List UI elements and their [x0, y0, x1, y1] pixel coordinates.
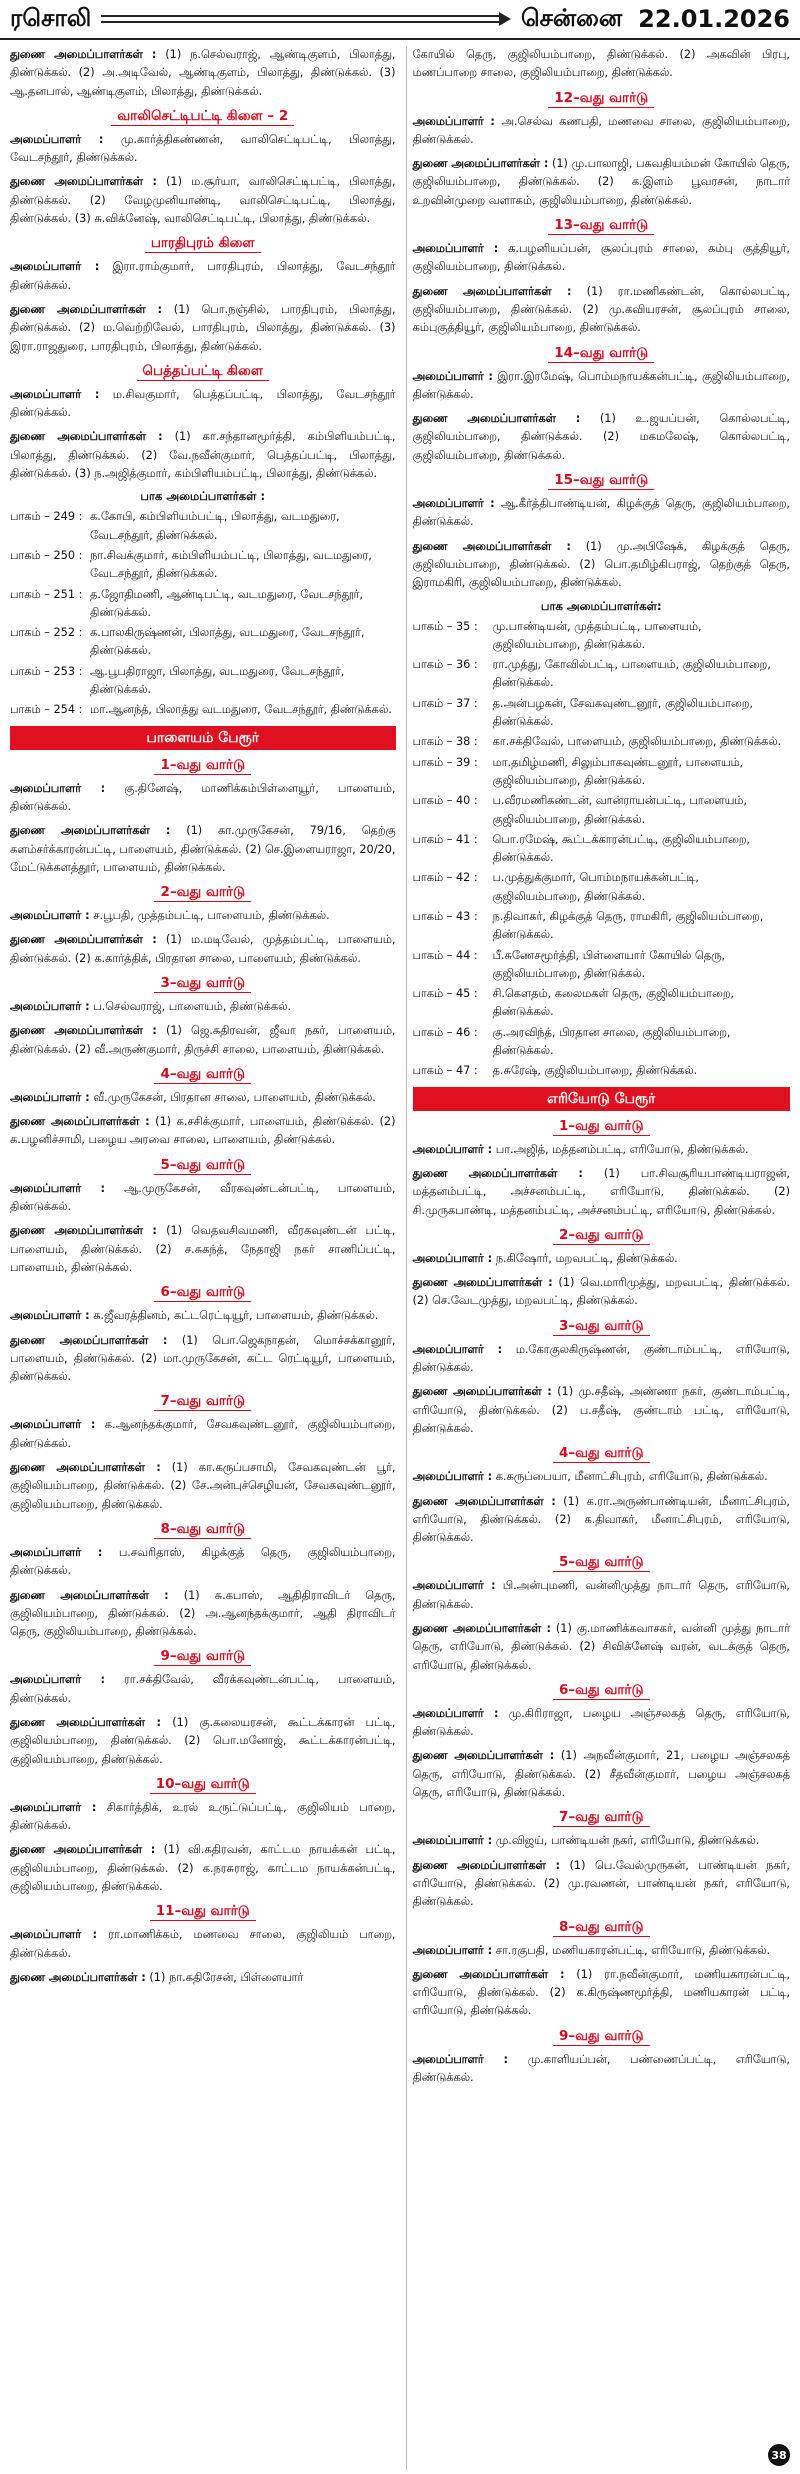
entry-paragraph: [10, 780, 396, 817]
entry-text: (1) வெ.மாரிமுத்து, மறவபட்டி, திண்டுக்கல். (2) செ.வேடமுத்து, மறவபட்டி, திண்டுக்கல்.: [412, 1276, 790, 1308]
role-label: துணை அமைப்பாளர்கள் :: [412, 539, 571, 553]
section-heading-text: 9–வது வார்டு: [553, 2027, 650, 2046]
section-heading: [10, 234, 396, 253]
entry-paragraph: [10, 46, 396, 101]
entry-paragraph: [10, 1416, 396, 1453]
role-label: துணை அமைப்பாளர்கள் :: [10, 1843, 156, 1857]
section-heading: [10, 1392, 396, 1411]
role-label: துணை அமைப்பாளர்கள் :: [10, 824, 171, 838]
role-label: துணை அமைப்பாளர்கள் :: [412, 1385, 552, 1399]
entry-text: (1) கு.கலையரசன், கூட்டக்காரன் பட்டி, குஜிலியம்பாறை, திண்டுக்கல். (2) பொ.மனோஜ், கூட்டக்காரன்பட்டி, குஜிலியம்பாறை, திண்டுக்கல்.: [10, 1716, 396, 1766]
entry-paragraph: [413, 155, 791, 210]
section-heading: [413, 216, 791, 235]
booth-number: பாகம் – 42 :: [412, 871, 478, 885]
role-label: துணை அமைப்பாளர்கள் :: [412, 1494, 556, 1508]
entry-text: கோயில் தெரு, குஜிலியம்பாறை, திண்டுக்கல். (2) அகவின் பிரபு, மணப்பாறை சாலை, குஜிலியம்பாறை, திண்டுக்கல்.: [412, 48, 790, 80]
entry-text: (1) வெதவசிவமணி, வீரகவுண்டன் பட்டி, பாளையம், திண்டுக்கல். (2) ச.சுகந்த், நேதாஜி நகர் சாணிப்பட்டி, பாளையம், திண்டுக்கல்.: [10, 1224, 396, 1274]
role-label: துணை அமைப்பாளர்கள் :: [10, 1115, 150, 1129]
entry-paragraph: [413, 495, 791, 532]
article-columns: [0, 40, 800, 2470]
booth-organizer: ரா.முத்து, கோவில்பட்டி, பாளையம், குஜிலியம்பாறை, திண்டுக்கல்.: [492, 658, 771, 690]
booth-row: [413, 908, 791, 945]
entry-paragraph: [10, 1089, 396, 1107]
booth-row: [413, 947, 791, 984]
role-label: அமைப்பாளர் :: [10, 781, 106, 795]
entry-paragraph: [10, 1969, 396, 1987]
entry-text: வீ.முருகேசன், பிரதான சாலை, பாளையம், திண்டுக்கல்.: [89, 1090, 376, 1104]
entry-paragraph: [10, 998, 396, 1016]
booth-organizer: மா.தமிழ்மணி, சிலும்பாகவுண்டனூர், பாளையம், குஜிலியம்பாறை, திண்டுக்கல்.: [492, 755, 744, 787]
entry-paragraph: [413, 1165, 791, 1220]
section-heading-text: வாலிசெட்டிபட்டி கிளை – 2: [111, 107, 294, 126]
booth-organizer: மா.ஆனந்த், பிலாத்து வடமதுரை, வேடசந்தூர், திண்டுக்கல்.: [90, 703, 392, 717]
entry-paragraph: [413, 1250, 791, 1268]
booth-number: பாகம் – 254 :: [10, 703, 83, 717]
entry-text: கு.தினேஷ், மாணிக்கம்பிள்ளையூர், பாளையம், திண்டுக்கல்.: [10, 781, 396, 813]
role-label: துணை அமைப்பாளர்கள் :: [412, 1276, 553, 1290]
entry-paragraph: [10, 428, 396, 483]
booth-row: [413, 754, 791, 791]
entry-paragraph: [10, 1926, 396, 1963]
section-heading: [413, 1553, 791, 1572]
role-label: துணை அமைப்பாளர்கள் :: [10, 430, 163, 444]
role-label: துணை அமைப்பாளர்கள் :: [412, 157, 549, 171]
section-heading-text: 9–வது வார்டு: [154, 1647, 251, 1666]
role-label: அமைப்பாளர் :: [412, 114, 495, 128]
entry-text: ரா.சக்திவேல், வீரக்கவுண்டன்பட்டி, பாளையம், திண்டுக்கல்.: [10, 1673, 396, 1705]
booth-organizer: மு.பாண்டியன், முத்தம்பட்டி, பாளையம், குஜிலியம்பாறை, திண்டுக்கல்.: [492, 619, 702, 651]
section-heading-text: 5–வது வார்டு: [553, 1553, 650, 1572]
booth-number: பாகம் – 45 :: [412, 987, 478, 1001]
role-label: துணை அமைப்பாளர்கள் :: [412, 412, 581, 426]
entry-text: இரா.இரமேஷ், பொம்மநாயக்கன்பட்டி, குஜிலியம்பாறை, திண்டுக்கல்.: [412, 369, 790, 401]
role-label: துணை அமைப்பாளர்கள் :: [412, 1858, 561, 1872]
section-heading: [10, 1156, 396, 1175]
city-label: சென்னை: [520, 3, 623, 32]
entry-paragraph: [10, 173, 396, 228]
role-label: அமைப்பாளர் :: [412, 1579, 496, 1593]
entry-text: ப.செல்வராஜ், பாளையம், திண்டுக்கல்.: [89, 999, 292, 1013]
entry-paragraph: [10, 907, 396, 925]
entry-text: (1) மு.அபிஷேக், கிழக்குத் தெரு, குஜிலியம்பாறை, திண்டுக்கல். (2) பொ.தமிழ்கிபராஜ், தெற்குத் தெரு, இராமகிரி, குஜிலியம்பாறை, திண்டுக்கல்.: [412, 539, 790, 590]
role-label: அமைப்பாளர் :: [412, 1834, 493, 1848]
left-column: [10, 46, 396, 2470]
entry-text: அ.செல்வ கணபதி, மணவை சாலை, குஜிலியம்பாறை, திண்டுக்கல்.: [412, 114, 790, 146]
entry-paragraph: [413, 410, 791, 465]
section-heading-text: 4–வது வார்டு: [154, 1065, 251, 1084]
entry-paragraph: [10, 1180, 396, 1217]
entry-paragraph: [10, 822, 396, 877]
section-heading-text: 1–வது வார்டு: [553, 1117, 650, 1136]
booth-organizer: த.அன்பழகன், சேவகவுண்டனூர், குஜிலியம்பாறை, திண்டுக்கல்.: [492, 696, 753, 729]
entry-paragraph: [413, 1942, 791, 1960]
section-heading-text: 6–வது வார்டு: [154, 1283, 251, 1302]
entry-text: (1) பா.சிவசூரியபாண்டியராஜன், மத்தனம்பட்டி, அச்சனம்பட்டி, எரியோடு, திண்டுக்கல். (2) சி.முருகபாண்டி, மத்தனம்பட்டி, அச்சனம்பட்டி, எரியோடு, திண்டுக்கல்.: [412, 1166, 790, 1217]
section-heading: [10, 756, 396, 775]
entry-text: (1) வி.கதிரவன், காட்டம நாயக்கன் பட்டி, குஜிலியம்பாறை, திண்டுக்கல். (2) க.நரசுராஜ், காட்டம நாயக்கன்பட்டி, குஜிலியம்பாறை, திண்டுக்கல்.: [10, 1843, 396, 1894]
role-label: துணை அமைப்பாளர்கள் :: [10, 1333, 168, 1347]
role-label: அமைப்பாளர் :: [412, 497, 495, 511]
section-heading-text: 8–வது வார்டு: [553, 1918, 650, 1937]
section-heading-text: 7–வது வார்டு: [154, 1392, 251, 1411]
entry-paragraph: [10, 1022, 396, 1059]
booth-number: பாகம் – 44 :: [412, 948, 478, 962]
booth-number: பாகம் – 35 :: [412, 619, 478, 633]
entry-text: (1) க.சசிக்குமார், பாளையம், திண்டுக்கல். (2) க.பழனிச்சாமி, பழைய அரவை சாலை, பாளையம், திண்டுக்கல்.: [10, 1115, 396, 1147]
section-heading: [10, 1283, 396, 1302]
entry-text: ப.சவரிதாஸ், கிழக்குத் தெரு, குஜிலியம்பாறை, திண்டுக்கல்.: [10, 1545, 396, 1578]
role-label: அமைப்பாளர் :: [10, 1309, 90, 1323]
role-label: துணை அமைப்பாளர்கள் :: [10, 1024, 157, 1038]
entry-paragraph: [413, 1832, 791, 1850]
booth-row: [413, 733, 791, 751]
section-heading: [10, 107, 396, 126]
booth-organizer: சி.கௌதம், கலைமகள் தெரு, குஜிலியம்பாறை, திண்டுக்கல்.: [492, 987, 734, 1019]
section-heading-text: 2–வது வார்டு: [154, 883, 251, 902]
area-banner: பாளையம் பேரூர்: [10, 726, 396, 750]
entry-paragraph: [413, 1857, 791, 1912]
entry-paragraph: [10, 1799, 396, 1836]
role-label: அமைப்பாளர் :: [412, 2052, 509, 2066]
booth-row: [10, 586, 396, 623]
section-heading-text: 1–வது வார்டு: [154, 756, 251, 775]
section-heading: [10, 883, 396, 902]
entry-paragraph: [413, 283, 791, 338]
entry-text: (1) நா.கதிரேசன், பிள்ளையார்: [145, 1970, 304, 1984]
entry-text: (1) அநவீன்குமார், 21, பழைய அஞ்சலகத் தெரு, எரியோடு, திண்டுக்கல். (2) சீதவீன்குமார், பழைய அஞ்சலகத் தெரு, எரியோடு, திண்டுக்கல்.: [412, 1749, 790, 1800]
section-heading-text: பெத்தப்பட்டி கிளை: [137, 362, 269, 381]
booth-row: [413, 618, 791, 655]
booth-organizer: க.கோபி, கம்பிளியம்பட்டி, பிலாத்து, வடமதுரை, வேடசந்தூர், திண்டுக்கல்.: [90, 510, 340, 542]
section-heading: [413, 1226, 791, 1245]
entry-paragraph: [413, 1274, 791, 1311]
role-label: துணை அமைப்பாளர்கள் :: [10, 1588, 169, 1602]
role-label: அமைப்பாளர் :: [412, 1342, 503, 1356]
section-heading-text: 13–வது வார்டு: [548, 216, 654, 235]
entry-text: (1) பொ.ஜெகநாதன், மொச்சக்கானூர், பாளையம், திண்டுக்கல். (2) மா.முருகேசன், கட்ட ரெட்டியூர், பாளையம், திண்டுக்கல்.: [10, 1333, 396, 1384]
role-label: துணை அமைப்பாளர்கள் :: [10, 175, 157, 189]
role-label: துணை அமைப்பாளர்கள் :: [412, 1622, 551, 1635]
booth-organizer: ந.திவாகர், கிழக்குத் தெரு, ராமகிரி, குஜிலியம்பாறை, திண்டுக்கல்.: [492, 909, 764, 942]
role-label: அமைப்பாளர் :: [412, 1943, 493, 1957]
booth-row: [413, 1024, 791, 1061]
section-heading-text: 12–வது வார்டு: [548, 89, 654, 108]
booth-row: [10, 663, 396, 700]
role-label: அமைப்பாளர் :: [412, 1706, 499, 1720]
right-column: [406, 46, 791, 2470]
booth-row: [413, 831, 791, 868]
entry-paragraph: [10, 1332, 396, 1387]
role-label: அமைப்பாளர் :: [412, 1251, 493, 1265]
entry-text: ச.பூபதி, முத்தம்பட்டி, பாளையம், திண்டுக்கல்.: [89, 909, 330, 923]
entry-paragraph: [413, 1705, 791, 1742]
entry-paragraph: [413, 2051, 791, 2088]
entry-text: (1) உ.ஜயப்பன், கொல்லபட்டி, குஜிலியம்பாறை, திண்டுக்கல். (2) மகமலேஷ், கொல்லபட்டி, குஜிலியம்பாறை, திண்டுக்கல்.: [412, 412, 790, 462]
role-label: அமைப்பாளர் :: [10, 132, 104, 146]
booth-list-heading: பாக அமைப்பாளர்கள் :: [140, 489, 266, 504]
entry-paragraph: [413, 113, 791, 150]
booth-organizer: க.பாலகிருஷ்ணன், பிலாத்து, வடமதுரை, வேடசந்தூர், திண்டுக்கல்.: [90, 626, 365, 658]
entry-text: க.ஜீவரத்தினம், கட்டரெட்டியூர், பாளையம், திண்டுக்கல்.: [89, 1309, 379, 1323]
booth-number: பாகம் – 253 :: [10, 664, 83, 678]
section-heading: [413, 1808, 791, 1827]
area-banner: எரியோடு பேரூர்: [413, 1087, 791, 1111]
booth-number: பாகம் – 38 :: [412, 735, 478, 749]
entry-text: (1) பெ.வேல்முருகன், பாண்டியன் நகர், எரியோடு, திண்டுக்கல். (2) மு.ரவணன், பாண்டியன் நகர், எரியோடு, திண்டுக்கல்.: [412, 1858, 790, 1909]
page-header: [0, 0, 800, 40]
section-heading-text: 7–வது வார்டு: [553, 1808, 650, 1827]
booth-organizer: த.சுரேஷ், குஜிலியம்பாறை, திண்டுக்கல்.: [492, 1064, 698, 1078]
role-label: துணை அமைப்பாளர்கள் :: [10, 1970, 146, 1984]
section-heading: [413, 89, 791, 108]
section-heading: [413, 471, 791, 490]
role-label: துணை அமைப்பாளர்கள் :: [412, 1749, 555, 1763]
section-heading-text: 3–வது வார்டு: [553, 1317, 650, 1336]
entry-text: சிகார்த்திக், உரல் உருட்டுப்பட்டி, குஜிலியம் பாறை, திண்டுக்கல்.: [10, 1800, 396, 1833]
entry-paragraph: [413, 1493, 791, 1548]
section-heading-text: பாரதிபுரம் கிளை: [145, 234, 261, 253]
entry-paragraph: [413, 368, 791, 405]
section-heading: [10, 1520, 396, 1539]
entry-text: ரா.மாணிக்கம், மணவை சாலை, குஜிலியம் பாறை, திண்டுக்கல்.: [10, 1928, 396, 1960]
section-heading-text: 11–வது வார்டு: [150, 1902, 256, 1921]
entry-paragraph: [10, 1222, 396, 1277]
entry-text: (1) கா.முருகேசன், 79/16, தெற்கு களம்சர்க்காரன்பட்டி, பாளையம், திண்டுக்கல். (2) செ.இளையராஜா, 20/20, மேட்டுக்களத்தூர், பாளையம், திண்டுக்கல்.: [10, 824, 396, 874]
section-heading-text: 2–வது வார்டு: [553, 1226, 650, 1245]
entry-paragraph: [10, 931, 396, 968]
role-label: அமைப்பாளர் :: [10, 1545, 103, 1559]
booth-number: பாகம் – 43 :: [412, 909, 478, 923]
section-heading-text: 15–வது வார்டு: [548, 471, 654, 490]
entry-paragraph: [10, 1841, 396, 1896]
entry-text: (1) மு.பாலாஜி, பகவதியம்மன் கோயில் தெரு, குஜிலியம்பாறை, திண்டுக்கல். (2) க.இளம் பூவரசன், நாடார் உறவின்முறை வளாகம், குஜிலியம்பாறை, திண்டுக்கல்.: [412, 157, 790, 207]
booth-number: பாகம் – 39 :: [412, 755, 478, 769]
booth-organizer: ஆ.பூபதிராஜா, பிலாத்து, வடமதுரை, வேடசந்தூர், திண்டுக்கல்.: [90, 664, 345, 697]
section-heading-text: 10–வது வார்டு: [150, 1775, 256, 1794]
entry-text: ஆ.முருகேசன், வீரகவுண்டன்பட்டி, பாளையம், திண்டுக்கல்.: [10, 1181, 396, 1214]
entry-text: ம.கோகுலகிருஷ்ணன், குண்டாம்பட்டி, எரியோடு, திண்டுக்கல்.: [412, 1342, 790, 1375]
section-heading: [413, 1444, 791, 1463]
section-heading: [10, 1647, 396, 1666]
entry-paragraph: [10, 258, 396, 295]
entry-paragraph: [413, 1141, 791, 1159]
entry-paragraph: [413, 46, 791, 83]
role-label: துணை அமைப்பாளர்கள் :: [10, 1224, 157, 1238]
role-label: அமைப்பாளர் :: [412, 1142, 493, 1156]
entry-text: பி.அன்புமணி, வன்னிமுத்து நாடார் தெரு, எரியோடு, திண்டுக்கல்.: [412, 1579, 790, 1611]
entry-text: (1) ந.செல்வராஜ், ஆண்டிகுளம், பிலாத்து, திண்டுக்கல். (2) அ.அடிவேல், ஆண்டிகுளம், பிலாத்து, திண்டுக்கல். (3) ஆ.தனபால், ஆண்டிகுளம், பிலாத்து, திண்டுக்கல்.: [10, 48, 396, 98]
role-label: துணை அமைப்பாளர்கள் :: [412, 284, 572, 298]
role-label: அமைப்பாளர் :: [10, 1090, 90, 1104]
role-label: அமைப்பாளர் :: [412, 1470, 493, 1484]
entry-paragraph: [10, 386, 396, 423]
section-heading-text: 8–வது வார்டு: [154, 1520, 251, 1539]
entry-text: மு.விஜய், பாண்டியன் நகர், எரியோடு, திண்டுக்கல்.: [492, 1834, 760, 1848]
booth-row: [413, 656, 791, 693]
entry-text: (1) க.ரா.அருண்பாண்டியன், மீனாட்சிபுரம், எரியோடு, திண்டுக்கல். (2) க.திவாகர், மீனாட்சிபுரம், எரியோடு, திண்டுக்கல்.: [412, 1494, 790, 1545]
entry-text: மு.காளியப்பன், பண்ணைப்பட்டி, எரியோடு, திண்டுக்கல்.: [412, 2052, 790, 2085]
role-label: துணை அமைப்பாளர்கள் :: [10, 1461, 161, 1475]
role-label: அமைப்பாளர் :: [10, 909, 90, 923]
booth-organizer: நா.சிவக்குமார், கம்பிளியம்பட்டி, பிலாத்து, வடமதுரை, வேடசந்தூர், திண்டுக்கல்.: [90, 548, 372, 581]
entry-paragraph: [10, 1113, 396, 1150]
page-number: 38: [768, 2444, 790, 2466]
booth-organizer: பீ.சுணேசமூர்த்தி, பிள்ளையார் கோயில் தெரு, குஜிலியம்பாறை, திண்டுக்கல்.: [492, 948, 726, 980]
entry-paragraph: [413, 1966, 791, 2021]
booth-row: [413, 869, 791, 906]
booth-organizer: பொ.ரமேஷ், கூட்டக்காரன்பட்டி, குஜிலியம்பாறை, திண்டுக்கல்.: [492, 832, 751, 865]
role-label: துணை அமைப்பாளர்கள் :: [412, 1967, 565, 1981]
booth-list-heading: பாக அமைப்பாளர்கள்:: [540, 598, 662, 613]
role-label: அமைப்பாளர் :: [10, 260, 100, 274]
booth-number: பாகம் – 40 :: [412, 794, 478, 808]
entry-paragraph: [10, 301, 396, 356]
entry-text: (1) சு.கபாஸ், ஆதிதிராவிடர் தெரு, குஜிலியம்பாறை, திண்டுக்கல். (2) அ.ஆனந்தக்குமார், ஆதி திராவிடர் தெரு, குஜிலியம்பாறை, திண்டுக்கல்.: [10, 1588, 396, 1639]
booth-number: பாகம் – 47 :: [412, 1064, 478, 1078]
issue-date: 22.01.2026: [638, 5, 790, 33]
role-label: அமைப்பாளர் :: [412, 369, 493, 383]
entry-text: மு.கிரிராஜா, பழைய அஞ்சலகத் தெரு, எரியோடு, திண்டுக்கல்.: [412, 1706, 790, 1739]
entry-text: மு.கார்த்திகண்ணன், வாலிசெட்டிபட்டி, பிலாத்து, வேடசந்தூர், திண்டுக்கல்.: [10, 132, 396, 165]
entry-paragraph: [413, 1620, 791, 1675]
entry-text: (1) ம.மடிவேல், முத்தம்பட்டி, பாளையம், திண்டுக்கல். (2) க.கார்த்திக், பிரதான சாலை, பாளையம், திண்டுக்கல்.: [10, 933, 396, 965]
section-heading-text: 3–வது வார்டு: [154, 974, 251, 993]
entry-text: (1) மு.சதீஷ், அண்ணா நகர், குண்டாம்பட்டி, எரியோடு, திண்டுக்கல். (2) ப.சதீஷ், குண்டாம் பட்டி, எரியோடு, திண்டுக்கல்.: [412, 1385, 790, 1435]
role-label: அமைப்பாளர் :: [412, 242, 499, 256]
entry-text: (1) கா.சந்தானமூர்த்தி, கம்பிளியம்பட்டி, பிலாத்து, திண்டுக்கல். (2) வே.நவீன்குமார், பெத்தப்பட்டி, பிலாத்து, திண்டுக்கல். (3) ந.அஜித்குமார், கம்பிளியம்பட்டி, பிலாத்து, திண்டுக்கல்.: [10, 430, 396, 481]
section-heading: [413, 1681, 791, 1700]
role-label: அமைப்பாளர் :: [10, 1800, 97, 1814]
section-heading: [10, 1775, 396, 1794]
booth-number: பாகம் – 251 :: [10, 587, 83, 601]
section-heading-text: 5–வது வார்டு: [154, 1156, 251, 1175]
entry-paragraph: [10, 1307, 396, 1325]
entry-text: (1) கா.கருப்பசாமி, சேவகவுண்டன் பூர், குஜிலியம்பாறை, திண்டுக்கல். (2) சே.அன்புச்செழியன், சேவகவுண்டனூர், குஜிலியம்பாறை, திண்டுக்கல்.: [10, 1461, 396, 1511]
booth-organizer: கா.சக்திவேல், பாளையம், குஜிலியம்பாறை, திண்டுக்கல்.: [492, 735, 782, 749]
booth-row: [10, 508, 396, 545]
paper-name: ரசொலி: [10, 3, 92, 32]
role-label: அமைப்பாளர் :: [10, 999, 90, 1013]
booth-organizer: ப.வீரமணிகண்டன், வான்ராயன்பட்டி, பாளையம், குஜிலியம்பாறை, திண்டுக்கல்.: [492, 794, 747, 826]
section-heading: [10, 362, 396, 381]
entry-text: (1) ரா.நவீன்குமார், மணியகாரன்பட்டி, எரியோடு, திண்டுக்கல். (2) க.கிருஷ்ணமூர்த்தி, மணியகாரன் பட்டி, எரியோடு, திண்டுக்கல்.: [412, 1967, 790, 2018]
entry-text: ம.சிவகுமார், பெத்தப்பட்டி, பிலாத்து, வேடசந்தூர் திண்டுக்கல்.: [10, 387, 396, 420]
entry-paragraph: [10, 1714, 396, 1769]
booth-number: பாகம் – 252 :: [10, 626, 83, 640]
entry-text: க.ஆனந்தக்குமார், சேவகவுண்டனூர், குஜிலியம்பாறை, திண்டுக்கல்.: [10, 1418, 396, 1450]
entry-paragraph: [413, 1577, 791, 1614]
header-rule: [101, 12, 511, 26]
role-label: அமைப்பாளர் :: [10, 1418, 96, 1432]
section-heading: [413, 1317, 791, 1336]
booth-number: பாகம் – 250 :: [10, 548, 83, 562]
entry-text: ந.கிஷோர், மறவபட்டி, திண்டுக்கல்.: [492, 1251, 678, 1265]
booth-row: [413, 1062, 791, 1080]
booth-organizer: த.ஜோதிமணி, ஆண்டிபட்டி, வடமதுரை, வேடசந்தூர், திண்டுக்கல்.: [90, 587, 363, 619]
entry-paragraph: [10, 1544, 396, 1581]
entry-text: (1) கு.மாணிக்கவாசகர், வன்னி முத்து நாடார் தெரு, எரியோடு, திண்டுக்கல். (2) சிவிக்னேஷ் வரன், வடக்குத் தெரு, எரியோடு, திண்டுக்கல்.: [412, 1622, 790, 1672]
booth-organizer: ப.முத்துக்குமார், பொம்மநாயக்கன்பட்டி, குஜிலியம்பாறை, திண்டுக்கல்.: [492, 871, 699, 903]
section-heading-text: 6–வது வார்டு: [553, 1681, 650, 1700]
section-heading-text: 14–வது வார்டு: [548, 344, 654, 363]
entry-text: பா.அஜித், மத்தனம்பட்டி, எரியோடு, திண்டுக்கல்.: [492, 1142, 749, 1156]
booth-number: பாகம் – 36 :: [412, 658, 478, 672]
booth-number: பாகம் – 37 :: [412, 696, 478, 710]
entry-paragraph: [10, 131, 396, 168]
booth-row: [413, 695, 791, 732]
section-heading: [413, 1918, 791, 1937]
booth-number: பாகம் – 41 :: [412, 832, 478, 846]
entry-paragraph: [413, 538, 791, 593]
entry-text: க.பழனியப்பன், சூலப்புரம் சாலை, கம்பு குத்தியூர், குஜிலியம்பாறை, திண்டுக்கல்.: [412, 242, 790, 274]
booth-organizer: கு.அரவிந்த், பிரதான சாலை, குஜிலியம்பாறை, திண்டுக்கல்.: [492, 1025, 731, 1058]
role-label: அமைப்பாளர் :: [10, 1673, 105, 1687]
section-heading: [10, 974, 396, 993]
entry-text: (1) ஜெ.கதிரவன், ஜீவா நகர், பாளையம், திண்டுக்கல். (2) வீ.அருண்குமார், திருச்சி சாலை, பாளையம், திண்டுக்கல்.: [10, 1024, 396, 1056]
role-label: துணை அமைப்பாளர்கள் :: [10, 1716, 162, 1729]
section-heading: [10, 1902, 396, 1921]
entry-paragraph: [413, 1383, 791, 1438]
entry-text: (1) ரா.மணிகண்டன், கொல்லபட்டி, குஜிலியம்பாறை, திண்டுக்கல். (2) மு.கவியரசன், சூலப்புரம் சாலை, கம்புகுத்தியூர், குஜிலியம்பாறை, திண்டுக்கல்.: [412, 284, 790, 335]
section-heading: [413, 1117, 791, 1136]
entry-paragraph: [413, 240, 791, 277]
section-heading: [413, 2027, 791, 2046]
booth-row: [10, 547, 396, 584]
entry-text: க.கருப்பையா, மீனாட்சிபுரம், எரியோடு, திண்டுக்கல்.: [492, 1470, 768, 1484]
entry-text: சா.ரகுபதி, மணியகாரன்பட்டி, எரியோடு, திண்டுக்கல்.: [492, 1943, 771, 1957]
role-label: துணை அமைப்பாளர்கள் :: [412, 1166, 583, 1180]
entry-paragraph: [10, 1587, 396, 1642]
role-label: துணை அமைப்பாளர்கள் :: [10, 933, 157, 947]
entry-paragraph: [10, 1459, 396, 1514]
booth-number: பாகம் – 249 :: [10, 510, 83, 524]
section-heading: [10, 1065, 396, 1084]
role-label: அமைப்பாளர் :: [10, 1928, 98, 1942]
role-label: அமைப்பாளர் :: [10, 1181, 106, 1195]
booth-number: பாகம் – 46 :: [412, 1025, 478, 1039]
booth-row: [10, 701, 396, 719]
entry-paragraph: [413, 1341, 791, 1378]
booth-row: [413, 792, 791, 829]
booth-row: [10, 624, 396, 661]
section-heading-text: 4–வது வார்டு: [553, 1444, 650, 1463]
booth-row: [413, 985, 791, 1022]
role-label: துணை அமைப்பாளர்கள் :: [10, 48, 157, 61]
entry-text: (1) பொ.நஞ்சில், பாரதிபுரம், பிலாத்து, திண்டுக்கல். (2) ம.வெற்றிவேல், பாரதிபுரம், பிலாத்து, திண்டுக்கல். (3) இரா.ராஜதுரை, பாரதிபுரம், பிலாத்து, திண்டுக்கல்.: [10, 302, 396, 353]
entry-text: இரா.ராம்குமார், பாரதிபுரம், பிலாத்து, வேடசந்தூர் திண்டுக்கல்.: [10, 260, 396, 292]
section-heading: [413, 344, 791, 363]
entry-paragraph: [413, 1747, 791, 1802]
entry-text: (1) ம.சூர்யா, வாலிசெட்டிபட்டி, பிலாத்து, திண்டுக்கல். (2) வேழமுனியாண்டி, வாலிசெட்டிபட்டி, பிலாத்து, திண்டுக்கல். (3) சு.விக்னேஷ், வாலிசெட்டிபட்டி, பிலாத்து, திண்டுக்கல்.: [10, 175, 396, 226]
role-label: துணை அமைப்பாளர்கள் :: [10, 302, 163, 316]
role-label: அமைப்பாளர் :: [10, 387, 100, 401]
entry-text: ஆ.கீர்த்திபாண்டியன், கிழக்குத் தெரு, குஜிலியம்பாறை, திண்டுக்கல்.: [412, 497, 790, 529]
entry-paragraph: [10, 1671, 396, 1708]
entry-paragraph: [413, 1468, 791, 1486]
